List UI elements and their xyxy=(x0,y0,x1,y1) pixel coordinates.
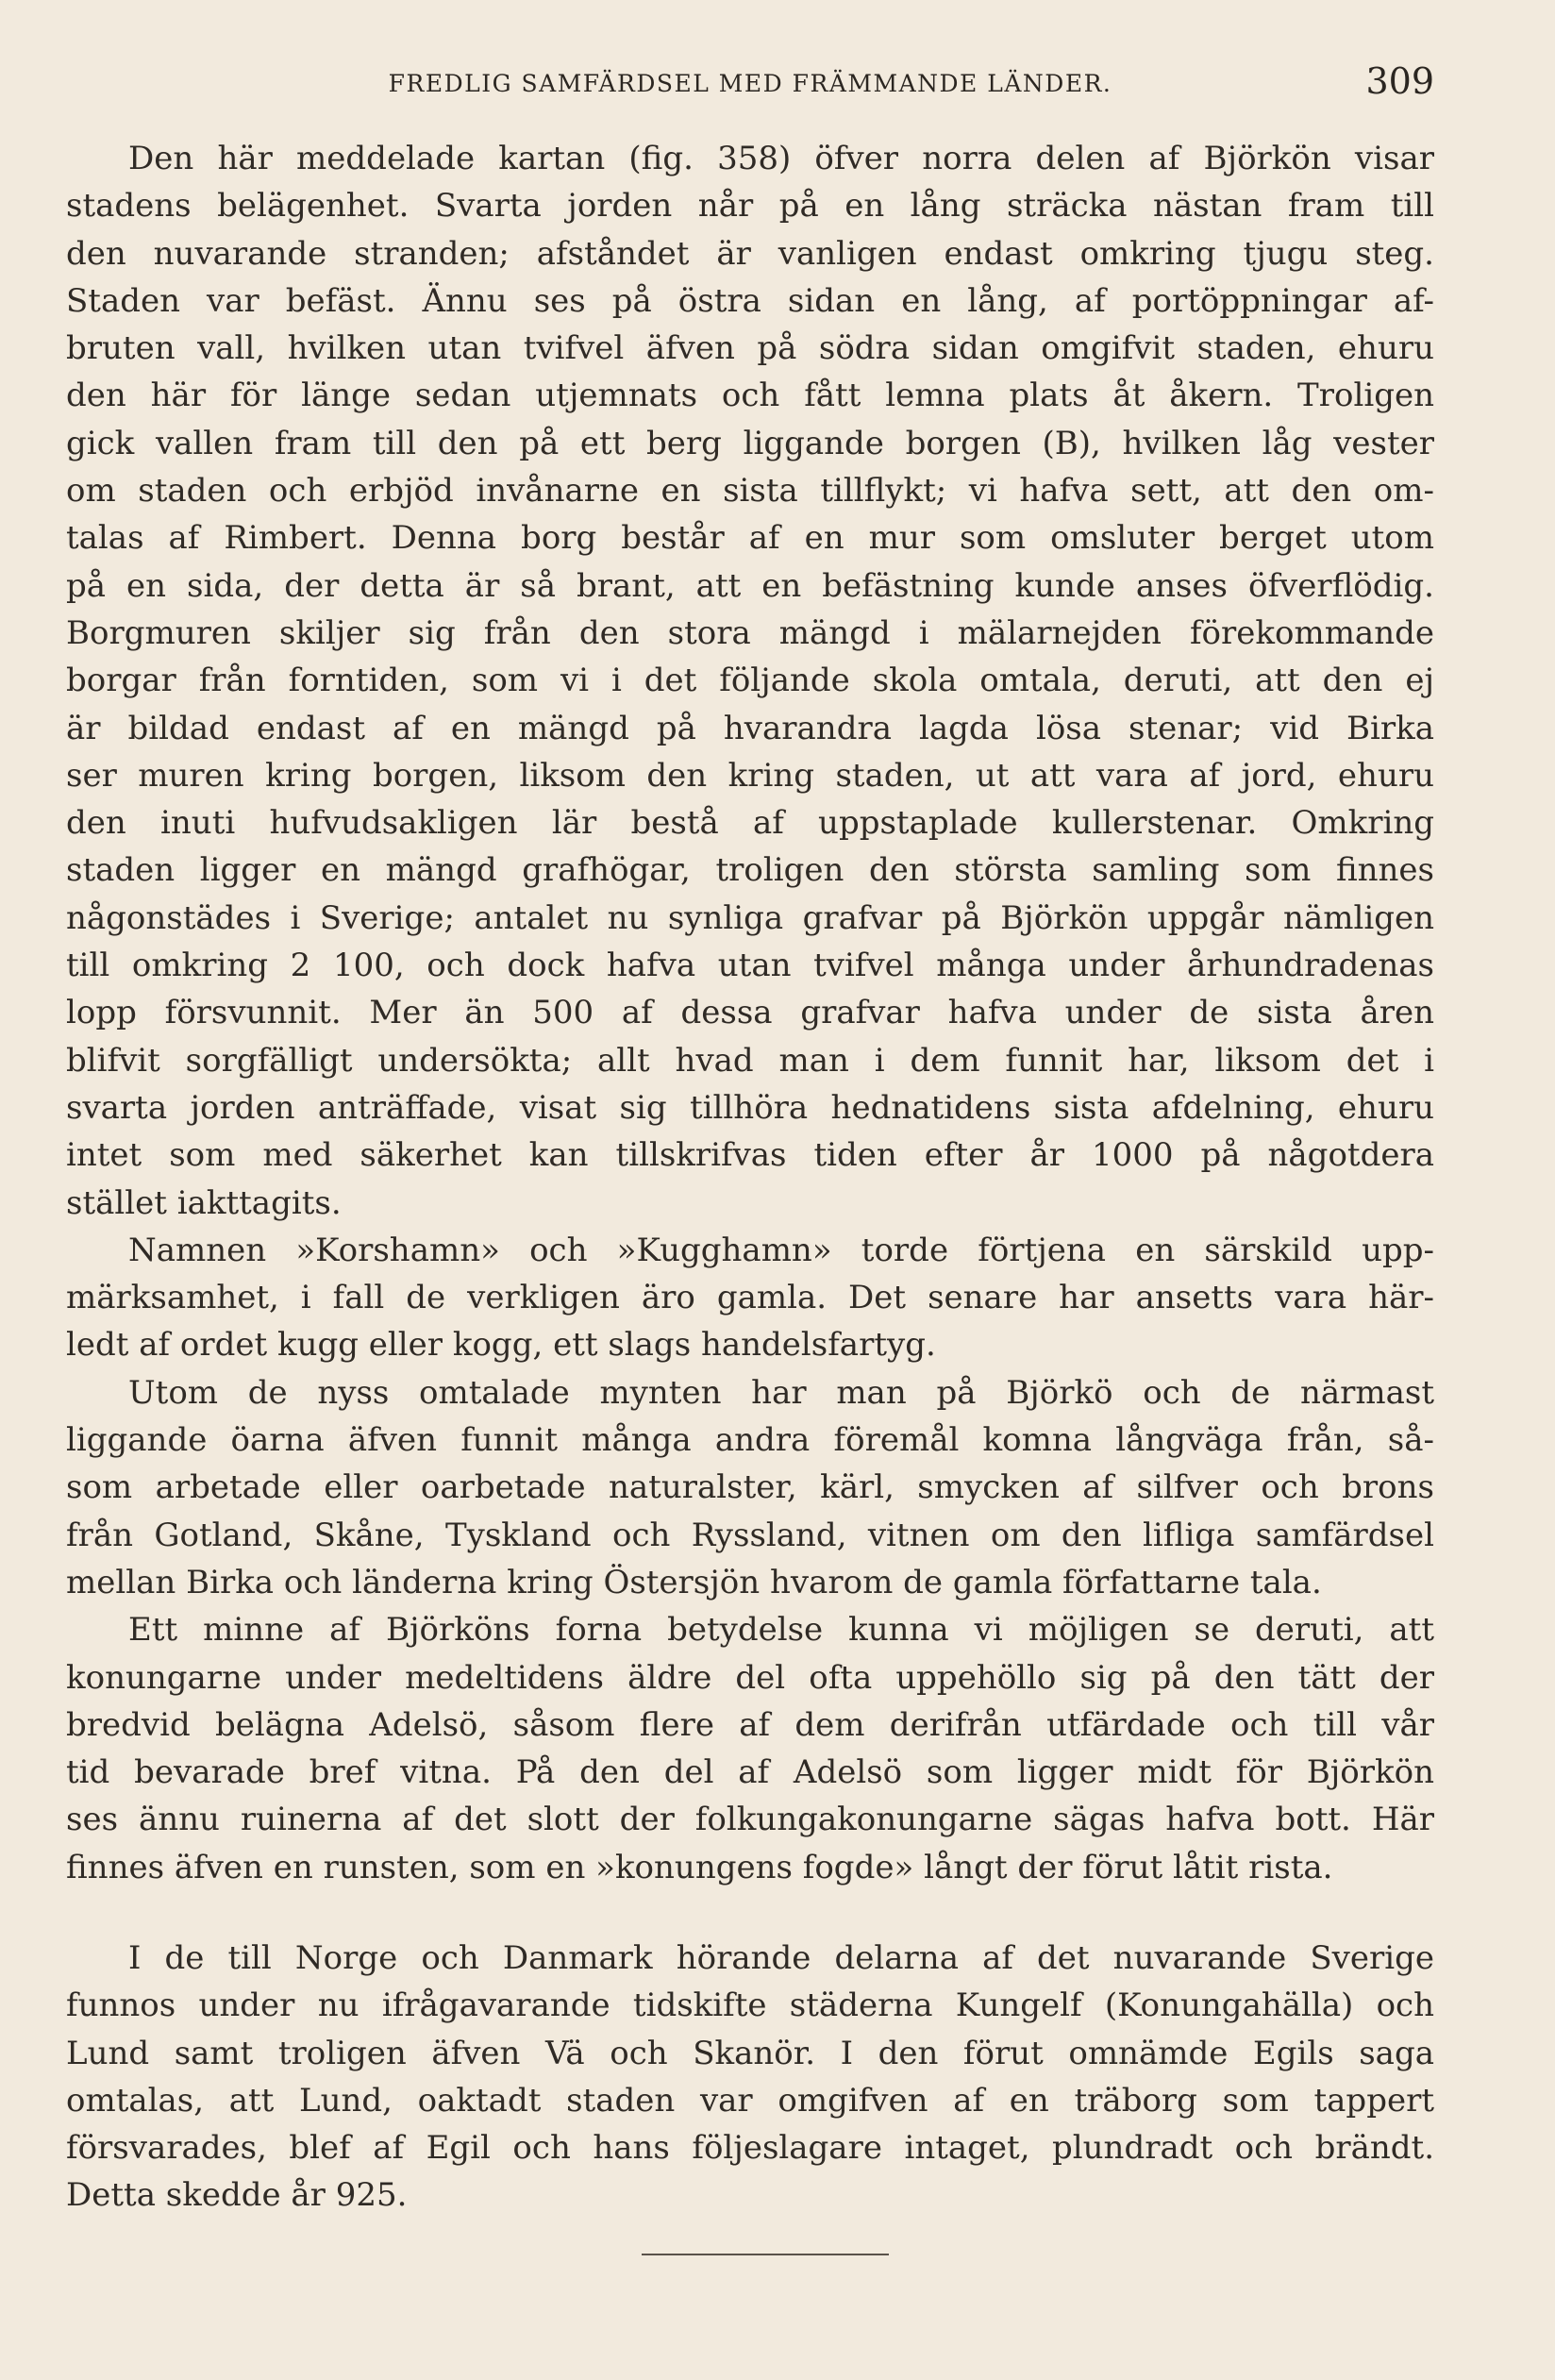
text-line: omtalas, att Lund, oaktadt staden var omgifven af en träborg som tappert xyxy=(66,2081,1434,2120)
text-line: den här för länge sedan utjemnats och fått lemna plats åt åkern. Troligen xyxy=(66,377,1434,415)
text-line: blifvit sorgfälligt undersökta; allt hvad man i dem funnit har, liksom det i xyxy=(66,1041,1434,1080)
text-line: gick vallen fram till den på ett berg liggande borgen (B), hvilken låg vester xyxy=(66,424,1434,462)
paragraph xyxy=(66,1606,1434,1891)
text-line: Borgmuren skiljer sig från den stora mängd i mälarnejden förekommande xyxy=(66,613,1434,652)
paragraph xyxy=(66,135,1434,1227)
text-line: funnos under nu ifrågavarande tidskifte städerna Kungelf (Konungahälla) och xyxy=(66,1986,1434,2025)
text-line: konungarne under medeltidens äldre del ofta uppehöllo sig på den tätt der xyxy=(66,1658,1434,1697)
text-line: Detta skedde år 925. xyxy=(66,2176,408,2215)
text-line: Lund samt troligen äfven Vä och Skanör. I den förut omnämde Egils saga xyxy=(66,2034,1434,2072)
text-line: intet som med säkerhet kan tillskrifvas tiden efter år 1000 på någotdera xyxy=(66,1136,1434,1175)
text-line: ledt af ordet kugg eller kogg, ett slags handelsfartyg. xyxy=(66,1326,936,1365)
section-gap xyxy=(66,1891,1434,1935)
text-line: svarta jorden anträffade, visat sig tillhöra hednatidens sista afdelning, ehuru xyxy=(66,1088,1434,1127)
text-line: Utom de nyss omtalade mynten har man på Björkö och de närmast xyxy=(128,1373,1434,1412)
text-line: staden ligger en mängd grafhögar, troligen den största samling som finnes xyxy=(66,851,1434,890)
text-line: liggande öarna äfven funnit många andra föremål komna långväga från, så- xyxy=(66,1421,1434,1460)
text-line: talas af Rimbert. Denna borg består af en mur som omsluter berget utom xyxy=(66,519,1434,558)
text-line: är bildad endast af en mängd på hvarandra lagda lösa stenar; vid Birka xyxy=(66,709,1434,747)
text-line: stadens belägenhet. Svarta jorden når på en lång sträcka nästan fram till xyxy=(66,187,1434,226)
text-line: försvarades, blef af Egil och hans följeslagare intaget, plundradt och brändt. xyxy=(66,2129,1434,2168)
text-line: någonstädes i Sverige; antalet nu synliga grafvar på Björkön uppgår nämligen xyxy=(66,898,1434,937)
text-line: som arbetade eller oarbetade naturalster, kärl, smycken af silfver och brons xyxy=(66,1468,1434,1507)
text-line: Ett minne af Björköns forna betydelse kunna vi möjligen se deruti, att xyxy=(128,1611,1434,1650)
text-line: Den här meddelade kartan (fig. 358) öfver norra delen af Björkön visar xyxy=(128,140,1434,177)
text-line: från Gotland, Skåne, Tyskland och Ryssland, vitnen om den lifliga samfärdsel xyxy=(66,1516,1434,1554)
text-line: mellan Birka och länderna kring Östersjön hvarom de gamla författarne tala. xyxy=(66,1563,1322,1601)
text-line: märksamhet, i fall de verkligen äro gamla. Det senare har ansetts vara här- xyxy=(66,1279,1434,1317)
paragraph xyxy=(66,1227,1434,1369)
text-line: bredvid belägna Adelsö, såsom flere af dem derifrån utfärdade och till vår xyxy=(66,1705,1434,1744)
text-line: tid bevarade bref vitna. På den del af Adelsö som ligger midt för Björkön xyxy=(66,1753,1434,1792)
page-number: 309 xyxy=(1365,60,1434,102)
text-line: på en sida, der detta är så brant, att en befästning kunde anses öfverflödig. xyxy=(66,566,1434,605)
text-line: bruten vall, hvilken utan tvifvel äfven på södra sidan omgifvit staden, ehuru xyxy=(66,329,1434,368)
text-line: den nuvarande stranden; afståndet är vanligen endast omkring tjugu steg. xyxy=(66,234,1434,273)
body-text xyxy=(66,135,1434,2220)
text-line: borgar från forntiden, som vi i det följande skola omtala, deruti, att den ej xyxy=(66,662,1434,700)
text-line: ses ännu ruinerna af det slott der folkungakonungarne sägas hafva bott. Här xyxy=(66,1801,1434,1839)
text-line: Namnen »Korshamn» och »Kugghamn» torde förtjena en särskild upp- xyxy=(128,1231,1434,1269)
text-line: stället iakttagits. xyxy=(66,1183,342,1222)
page-header xyxy=(66,60,1434,117)
text-line: om staden och erbjöd invånarne en sista tillflykt; vi hafva sett, att den om- xyxy=(66,472,1434,511)
running-title: FREDLIG SAMFÄRDSEL MED FRÄMMANDE LÄNDER. xyxy=(388,70,1112,97)
text-line: finnes äfven en runsten, som en »konungens fogde» långt der förut låtit rista. xyxy=(66,1848,1333,1886)
footnote-rule xyxy=(642,2254,889,2255)
text-line: Staden var befäst. Ännu ses på östra sidan en lång, af portöppningar af- xyxy=(66,281,1434,320)
text-line: den inuti hufvudsakligen lär bestå af uppstaplade kullerstenar. Omkring xyxy=(66,804,1434,843)
paragraph xyxy=(66,1369,1434,1606)
text-line: ser muren kring borgen, liksom den kring staden, ut att vara af jord, ehuru xyxy=(66,756,1434,795)
paragraph xyxy=(66,1935,1434,2220)
text-line: I de till Norge och Danmark hörande delarna af det nuvarande Sverige xyxy=(128,1938,1434,1977)
text-line: lopp försvunnit. Mer än 500 af dessa grafvar hafva under de sista åren xyxy=(66,994,1434,1032)
text-line: till omkring 2 100, och dock hafva utan tvifvel många under århundradenas xyxy=(66,947,1434,985)
